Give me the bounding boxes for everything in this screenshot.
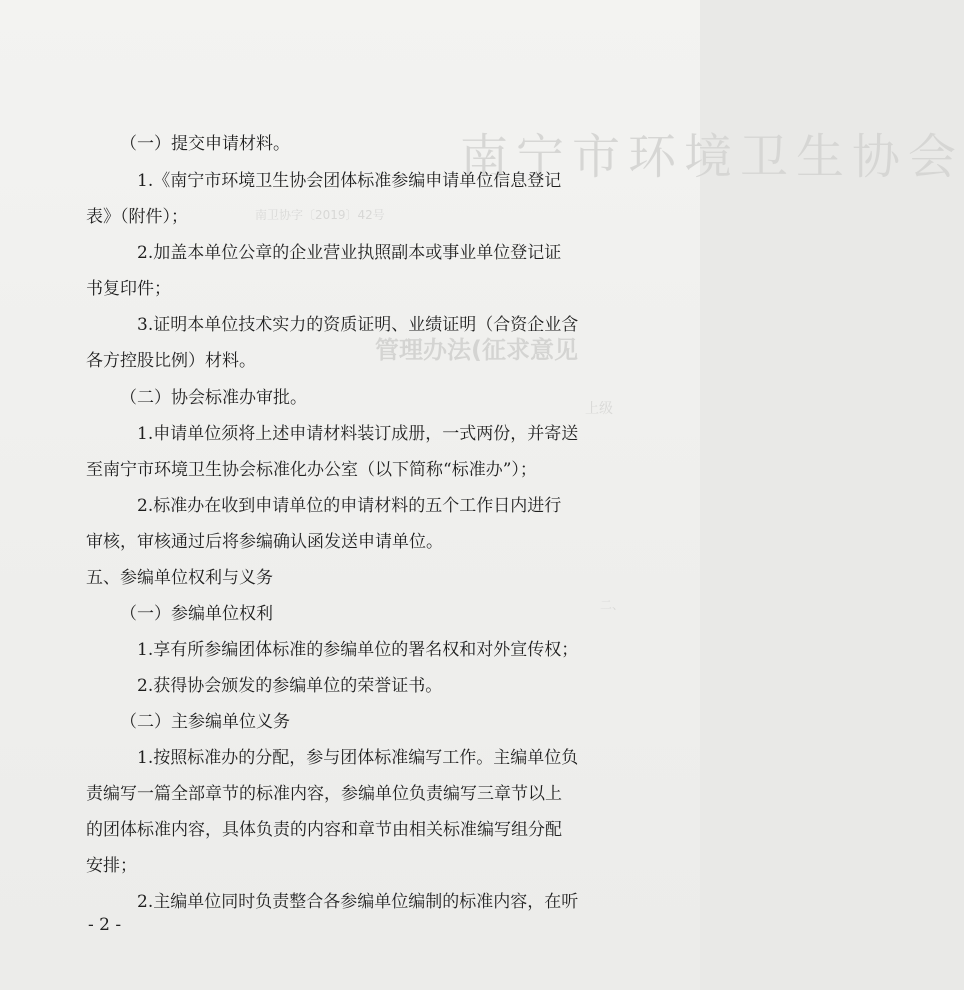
list-item: 2.主编单位同时负责整合各参编单位编制的标准内容，在听 bbox=[137, 892, 579, 912]
text-line: 表》（附件）； bbox=[86, 207, 188, 227]
section-heading: （一）参编单位权利 bbox=[120, 604, 273, 624]
list-item: 1.《南宁市环境卫生协会团体标准参编申请单位信息登记 bbox=[137, 171, 562, 191]
text-line: 书复印件； bbox=[86, 279, 171, 299]
show-through-text: 二、 bbox=[600, 598, 625, 612]
text-line: 审核，审核通过后将参编确认函发送申请单位。 bbox=[86, 532, 443, 552]
list-item: 2.获得协会颁发的参编单位的荣誉证书。 bbox=[137, 676, 443, 696]
list-item: 2.标准办在收到申请单位的申请材料的五个工作日内进行 bbox=[137, 496, 562, 516]
show-through-text: 上级 bbox=[585, 401, 613, 417]
list-item: 1.申请单位须将上述申请材料装订成册，一式两份，并寄送 bbox=[137, 424, 579, 444]
section-heading: （二）协会标准办审批。 bbox=[120, 388, 307, 408]
text-line: 至南宁市环境卫生协会标准化办公室（以下简称“标准办”）； bbox=[86, 460, 537, 480]
section-heading: （一）提交申请材料。 bbox=[120, 134, 290, 154]
list-item: 3.证明本单位技术实力的资质证明、业绩证明（合资企业含 bbox=[137, 315, 579, 335]
list-item: 2.加盖本单位公章的企业营业执照副本或事业单位登记证 bbox=[137, 243, 562, 263]
list-item: 1.享有所参编团体标准的参编单位的署名权和对外宣传权； bbox=[137, 640, 579, 660]
show-through-text: 南卫协字〔2019〕42号 bbox=[255, 208, 385, 222]
chapter-heading: 五、参编单位权利与义务 bbox=[86, 568, 273, 588]
page-number: - 2 - bbox=[88, 915, 122, 935]
section-heading: （二）主参编单位义务 bbox=[120, 712, 290, 732]
show-through-text: 管理办法(征求意见 bbox=[375, 336, 578, 364]
text-line: 安排； bbox=[86, 856, 137, 876]
text-line: 各方控股比例）材料。 bbox=[86, 351, 256, 371]
show-through-text: 南宁市环境卫生协会 bbox=[460, 129, 964, 185]
text-line: 的团体标准内容，具体负责的内容和章节由相关标准编写组分配 bbox=[86, 820, 562, 840]
text-line: 责编写一篇全部章节的标准内容，参编单位负责编写三章节以上 bbox=[86, 784, 562, 804]
list-item: 1.按照标准办的分配，参与团体标准编写工作。主编单位负 bbox=[137, 748, 579, 768]
